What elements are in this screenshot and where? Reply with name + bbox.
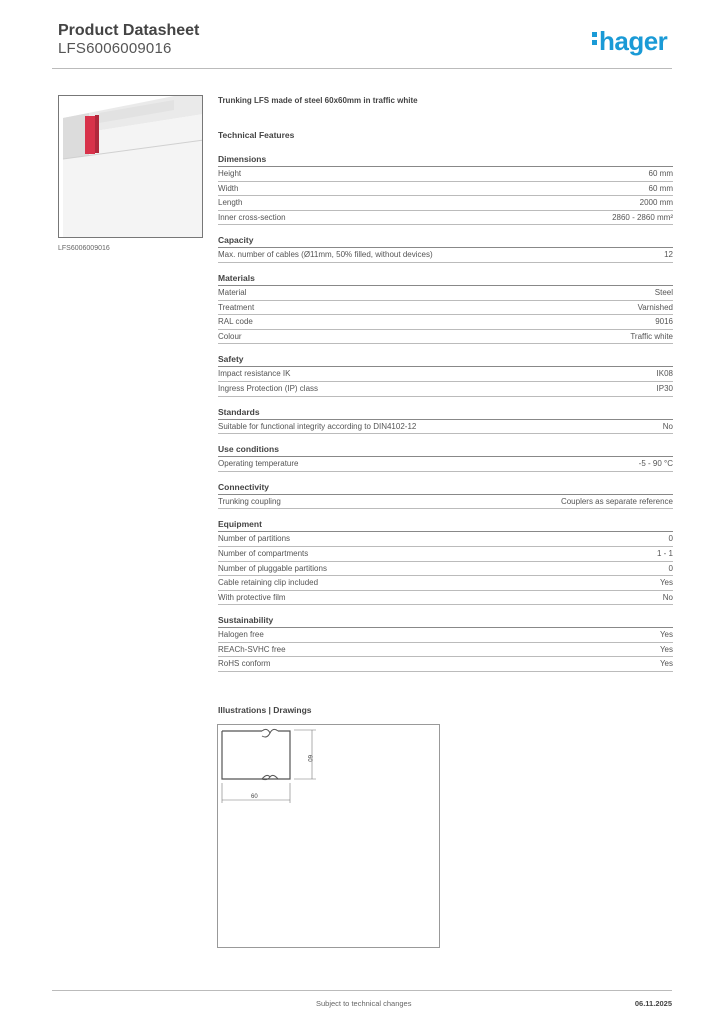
spec-row [218, 657, 673, 672]
header-divider [52, 68, 672, 69]
spec-section [218, 273, 673, 344]
spec-row [218, 367, 673, 382]
spec-section [218, 407, 673, 435]
drawing-width-label: 60 [251, 794, 258, 800]
spec-value: 0 [668, 563, 673, 573]
spec-section [218, 482, 673, 510]
drawings-heading: Illustrations | Drawings [218, 705, 312, 715]
section-title: Capacity [218, 235, 673, 248]
section-title: Use conditions [218, 444, 673, 457]
spec-value: 2860 - 2860 mm² [612, 212, 673, 222]
spec-label: Halogen free [218, 630, 264, 640]
spec-value: IK08 [656, 369, 673, 379]
spec-value: 0 [668, 534, 673, 544]
product-description: Trunking LFS made of steel 60x60mm in traffic white [218, 96, 418, 105]
spec-value: Yes [659, 659, 673, 669]
spec-row [218, 420, 673, 435]
section-title: Standards [218, 407, 673, 420]
spec-label: Colour [218, 331, 242, 341]
spec-value: Varnished [637, 302, 673, 312]
spec-row [218, 495, 673, 510]
spec-label: Number of partitions [218, 534, 291, 544]
spec-row [218, 576, 673, 591]
footer-date: 06.11.2025 [634, 999, 672, 1008]
spec-section [218, 154, 673, 225]
spec-label: Height [218, 169, 242, 178]
spec-section [218, 519, 673, 605]
section-title: Safety [218, 354, 673, 367]
section-title: Connectivity [218, 482, 673, 495]
product-reference: LFS6006009016 [58, 40, 172, 57]
spec-value: Yes [659, 630, 673, 640]
spec-section [218, 235, 673, 263]
spec-value: 1 - 1 [656, 548, 673, 558]
spec-label: Ingress Protection (IP) class [218, 383, 319, 393]
trunking-product-icon [59, 96, 203, 238]
spec-label: Cable retaining clip included [218, 578, 319, 588]
hager-logo [592, 26, 667, 57]
spec-row [218, 532, 673, 547]
spec-sections [218, 154, 673, 672]
spec-value: 60 mm [648, 169, 673, 178]
spec-label: Length [218, 198, 243, 208]
spec-row [218, 248, 673, 263]
spec-row [218, 643, 673, 658]
spec-value: No [662, 592, 673, 602]
spec-label: Number of compartments [218, 548, 309, 558]
spec-row [218, 628, 673, 643]
spec-section [218, 615, 673, 672]
spec-value: Yes [659, 578, 673, 588]
product-image [58, 95, 203, 238]
spec-label: Number of pluggable partitions [218, 563, 327, 573]
spec-value: 60 mm [648, 183, 673, 193]
logo-dots-icon [592, 29, 598, 48]
spec-value: No [662, 421, 673, 431]
spec-label: With protective film [218, 592, 286, 602]
spec-section [218, 444, 673, 472]
spec-label: Width [218, 183, 239, 193]
spec-row [218, 382, 673, 397]
datasheet-content [218, 96, 673, 672]
spec-value: 2000 mm [639, 198, 673, 208]
section-title: Sustainability [218, 615, 673, 628]
spec-label: Impact resistance IK [218, 369, 291, 379]
spec-row [218, 286, 673, 301]
spec-row [218, 196, 673, 211]
spec-label: RAL code [218, 317, 253, 327]
spec-value: Couplers as separate reference [560, 496, 673, 506]
spec-row [218, 547, 673, 562]
spec-value: Yes [659, 644, 673, 654]
section-title: Dimensions [218, 154, 673, 167]
spec-label: REACh-SVHC free [218, 644, 286, 654]
spec-label: RoHS conform [218, 659, 271, 669]
page-title: Product Datasheet [58, 22, 200, 39]
footer-note: Subject to technical changes [316, 999, 412, 1008]
spec-row [218, 301, 673, 316]
spec-value: -5 - 90 °C [638, 459, 673, 469]
section-title: Equipment [218, 519, 673, 532]
spec-row [218, 330, 673, 345]
footer-divider [52, 990, 672, 991]
spec-row [218, 167, 673, 182]
spec-label: Trunking coupling [218, 496, 281, 506]
spec-value: IP30 [656, 383, 673, 393]
spec-row [218, 562, 673, 577]
logo-text: hager [599, 26, 668, 56]
section-title: Materials [218, 273, 673, 286]
spec-value: Traffic white [630, 331, 673, 341]
spec-value: Steel [654, 287, 673, 297]
spec-row [218, 457, 673, 472]
spec-value: 9016 [655, 317, 673, 327]
spec-label: Material [218, 287, 247, 297]
technical-features-heading: Technical Features [218, 130, 295, 140]
spec-label: Inner cross-section [218, 212, 286, 222]
spec-row [218, 591, 673, 606]
spec-row [218, 211, 673, 226]
trunking-section-drawing [218, 725, 439, 947]
technical-drawing [217, 724, 440, 948]
spec-section [218, 354, 673, 396]
spec-label: Treatment [218, 302, 255, 312]
image-caption: LFS6006009016 [58, 245, 110, 252]
spec-row [218, 315, 673, 330]
drawing-height-label: 60 [306, 755, 312, 762]
spec-label: Max. number of cables (Ø11mm, 50% filled, without devices) [218, 250, 433, 260]
spec-label: Operating temperature [218, 459, 299, 469]
spec-value: 12 [664, 250, 673, 260]
spec-label: Suitable for functional integrity according to DIN4102-12 [218, 421, 417, 431]
spec-row [218, 182, 673, 197]
